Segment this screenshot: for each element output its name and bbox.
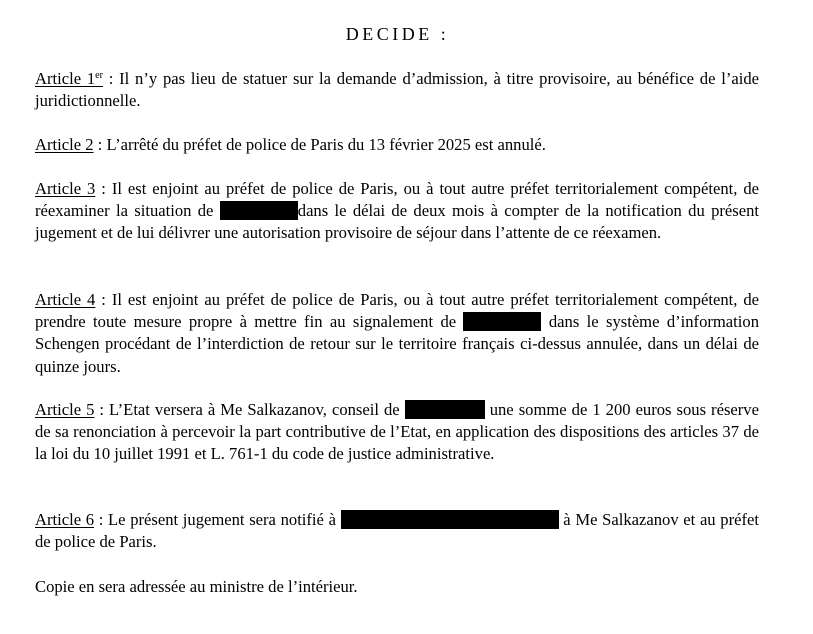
- article-2-text: L’arrêté du préfet de police de Paris du 13 février 2025 est annulé.: [106, 135, 546, 154]
- article-1-text: Il n’y pas lieu de statuer sur la demande d’admission, à titre provisoire, au bénéfice de l’aide juridictionnelle.: [35, 69, 759, 111]
- article-4-text-after: dans le système d’information Schengen procédant de l’interdiction de retour sur le territoire français ci-dessus annulée, dans un délai de quinze jours.: [35, 312, 759, 376]
- redacted-name: [220, 201, 298, 220]
- article-6-text-before: Le présent jugement sera notifié à: [108, 510, 341, 529]
- article-3-text-after: dans le délai de deux mois à compter de la notification du présent jugement et de lui délivrer une autorisation provisoire de séjour dans l’attente de ce réexamen.: [35, 201, 759, 243]
- article-3-label: Article 3: [35, 179, 96, 198]
- article-4: Article 4 : Il est enjoint au préfet de police de Paris, ou à tout autre préfet territorialement compétent, de prendre toute mesure propre à mettre fin au signalement de dans le système d’information Schengen procédant de l’interdiction de retour sur le territoire français ci-dessus annulée, dans un délai de quinze jours.: [35, 290, 759, 376]
- article-5: Article 5 : L’Etat versera à Me Salkazanov, conseil de une somme de 1 200 euros sous réserve de sa renonciation à percevoir la part contributive de l’Etat, en application des dispositions des articles 37 de la loi du 10 juillet 1991 et L. 761-1 du code de justice administrative.: [35, 400, 759, 464]
- article-5-text-before: L’Etat versera à Me Salkazanov, conseil de: [109, 400, 405, 419]
- closing-line: Copie en sera adressée au ministre de l’intérieur.: [35, 577, 358, 596]
- decision-heading: DECIDE :: [345, 24, 450, 44]
- article-5-label: Article 5: [35, 400, 95, 419]
- article-1-label: Article 1er: [35, 69, 103, 88]
- article-5-text-after: une somme de 1 200 euros sous réserve de sa renonciation à percevoir la part contributive de l’Etat, en application des dispositions des articles 37 de la loi du 10 juillet 1991 et L. 761-1 du code de justice administrative.: [35, 400, 759, 464]
- article-2-label: Article 2: [35, 135, 94, 154]
- article-4-text-before: Il est enjoint au préfet de police de Paris, ou à tout autre préfet territorialement compétent, de prendre toute mesure propre à mettre fin au signalement de: [35, 290, 759, 332]
- article-6: Article 6 : Le présent jugement sera notifié à à Me Salkazanov et au préfet de police de Paris.: [35, 510, 759, 552]
- redacted-name: [463, 312, 541, 331]
- article-1: Article 1er : Il n’y pas lieu de statuer sur la demande d’admission, à titre provisoire, au bénéfice de l’aide juridictionnelle.: [35, 69, 759, 111]
- article-3: Article 3 : Il est enjoint au préfet de police de Paris, ou à tout autre préfet territorialement compétent, de réexaminer la situation de dans le délai de deux mois à compter de la notification du présent jugement et de lui délivrer une autorisation provisoire de séjour dans l’attente de ce réexamen.: [35, 179, 759, 243]
- article-6-text-after: à Me Salkazanov et au préfet de police de Paris.: [35, 510, 759, 552]
- article-3-text-before: Il est enjoint au préfet de police de Paris, ou à tout autre préfet territorialement compétent, de réexaminer la situation de: [35, 179, 759, 221]
- redacted-name: [405, 400, 485, 419]
- article-4-label: Article 4: [35, 290, 96, 309]
- article-2: Article 2 : L’arrêté du préfet de police de Paris du 13 février 2025 est annulé.: [35, 135, 546, 154]
- article-6-label: Article 6: [35, 510, 95, 529]
- redacted-name: [341, 510, 559, 529]
